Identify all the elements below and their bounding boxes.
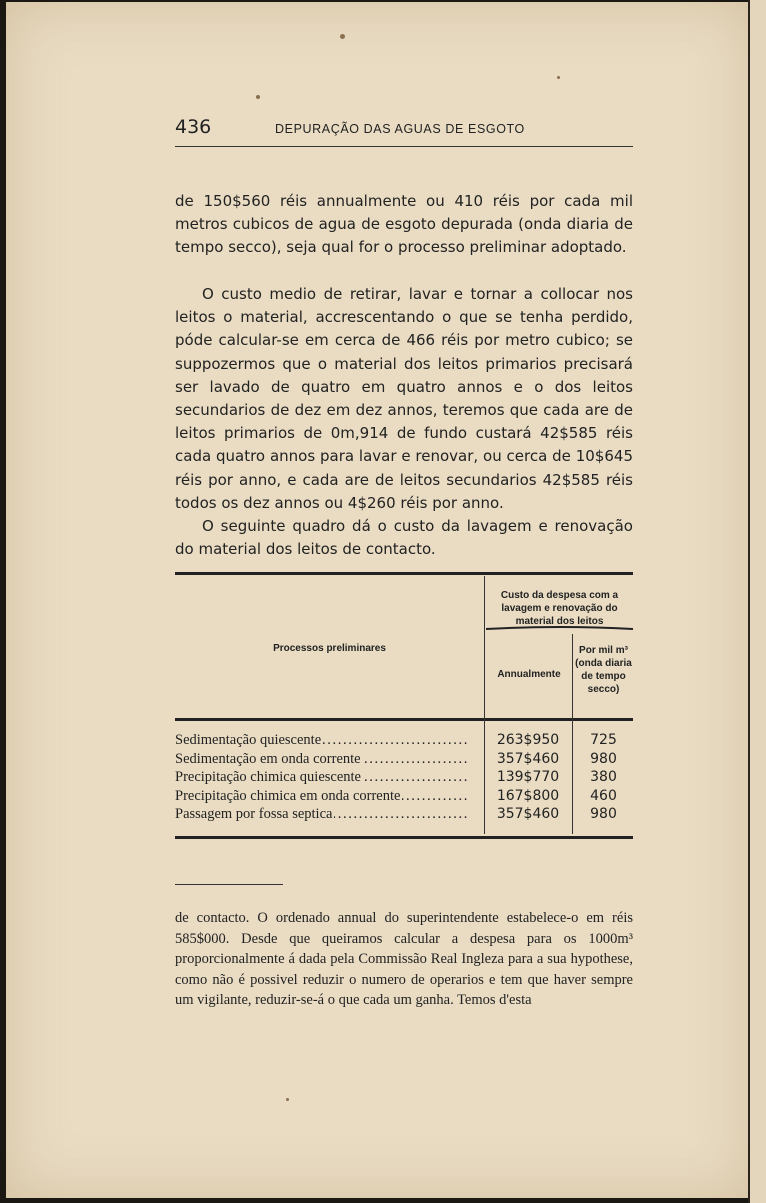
- header-rule: [175, 146, 633, 147]
- table-body: [175, 732, 633, 825]
- table-top-rule: [175, 572, 633, 575]
- annual-cell: 167$800: [496, 787, 560, 804]
- process-cell: Passagem por fossa septica . . .: [175, 806, 480, 823]
- paragraph-text: O seguinte quadro dá o custo da lavagem e renovação do material dos leitos de contacto.: [175, 517, 633, 559]
- decorative-rule: [486, 624, 633, 632]
- paper-spot: [256, 95, 260, 99]
- process-cell: Precipitação chimica quiescente . . .: [175, 769, 480, 786]
- table-row: [175, 788, 633, 807]
- annual-cell: 263$950: [496, 732, 560, 748]
- paragraph-1: [175, 175, 633, 275]
- table-row: [175, 751, 633, 770]
- process-cell: Precipitação chimica em onda corrente . . .: [175, 788, 480, 805]
- header-per-thousand: Por mil m³ (onda diaria de tempo secco): [575, 645, 632, 695]
- paper-spot: [340, 34, 345, 39]
- running-head: DEPURAÇÃO DAS AGUAS DE ESGOTO: [275, 122, 525, 136]
- page-header: [175, 116, 632, 142]
- table-bottom-rule: [175, 836, 633, 839]
- paragraph-text: O custo medio de retirar, lavar e tornar a collocar nos leitos o material, accrescentando o que se tenha perdido, póde calcular-se em cerca de 466 réis por metro cubico; se suppozermos que o material dos leitos primarios precisará ser lavado de quatro em quatro annos e o dos leitos secundarios de dez em dez annos, teremos que cada are de leitos primarios de 0m,914 de fundo custará 42$585 réis cada quatro annos para lavar e renovar, ou cerca de 10$645 réis por anno, e cada are de leitos secundarios 42$585 réis todos os dez annos ou 4$260 réis por anno.: [175, 285, 633, 512]
- page-edge: [748, 0, 766, 1203]
- per-thousand-cell: 980: [590, 806, 617, 822]
- footnote-text: de contacto. O ordenado annual do superintendente estabelece-o em réis 585$000. Desde que queiramos calcular a despesa para os 1000m³ proporcionalmente á dada pela Commissão Real Ingleza para a sua hypothese, como não é possivel reduzir o numero de operarios e tem que haver sempre um vigilante, reduzir-se-á o que cada um ganha. Temos d'esta: [175, 910, 633, 1008]
- cost-table: [175, 572, 633, 842]
- paragraph-2: [175, 268, 633, 530]
- annual-cell: 357$460: [496, 806, 560, 822]
- annual-cell: 357$460: [496, 750, 560, 767]
- table-row: [175, 769, 633, 788]
- process-cell: Sedimentação quiescente . . .: [175, 732, 480, 749]
- per-thousand-cell: 725: [590, 732, 617, 748]
- per-thousand-cell: 980: [590, 750, 617, 767]
- table-row: [175, 732, 633, 751]
- annual-cell: 139$770: [496, 769, 560, 785]
- per-thousand-cell: 460: [590, 787, 617, 804]
- per-thousand-cell: 380: [590, 769, 617, 785]
- footnote: [175, 908, 633, 1011]
- table-row: [175, 806, 633, 825]
- header-annual: Annualmente: [497, 669, 561, 680]
- process-cell: Sedimentação em onda corrente . . .: [175, 751, 480, 768]
- paragraph-3: [175, 500, 633, 576]
- footnote-rule: [175, 884, 283, 885]
- header-cost-group: Custo da despesa com a lavagem e renovação do material dos leitos: [500, 590, 619, 627]
- paper-spot: [557, 76, 560, 79]
- paper-spot: [286, 1098, 289, 1101]
- paragraph-text: de 150$560 réis annualmente ou 410 réis por cada mil metros cubicos de agua de esgoto depurada (onda diaria de tempo secco), seja qual for o processo preliminar adoptado.: [175, 192, 633, 257]
- page-number: 436: [175, 116, 212, 138]
- table-header-rule: [175, 718, 633, 721]
- header-processes: Processos preliminares: [273, 643, 386, 654]
